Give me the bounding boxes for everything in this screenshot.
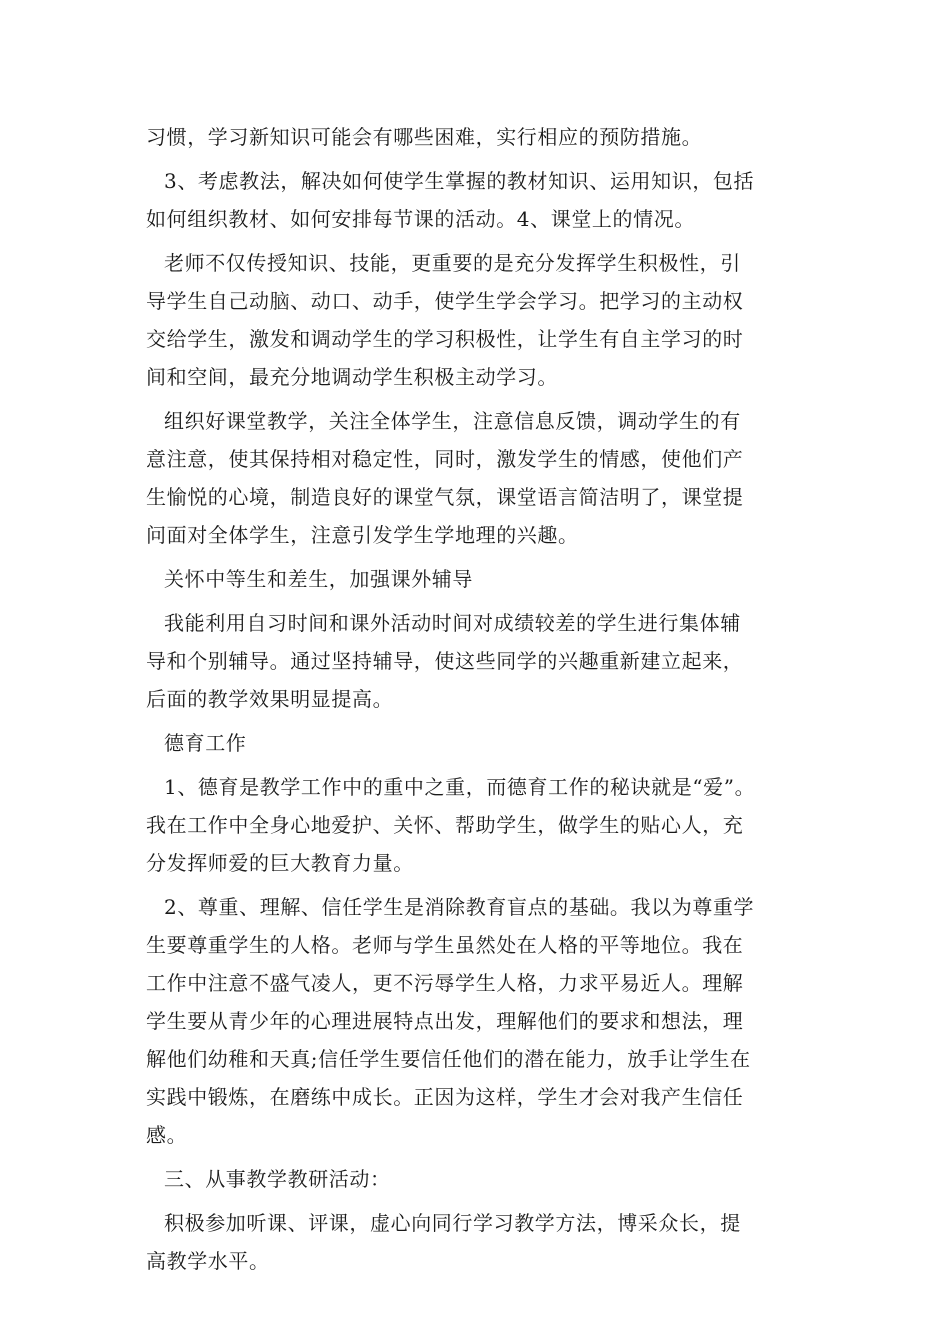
paragraph-classroom-organization [146, 402, 808, 554]
paragraph-tutoring [146, 604, 808, 718]
text-line: 1、德育是教学工作中的重中之重，而德育工作的秘诀就是“爱”。 [164, 775, 756, 799]
text-line: 2、尊重、理解、信任学生是消除教育盲点的基础。我以为尊重学 [164, 895, 755, 919]
text-line: 问面对全体学生，注意引发学生学地理的兴趣。 [146, 523, 579, 547]
paragraph-moral-respect [146, 888, 808, 1154]
text-line: 积极参加听课、评课，虚心向同行学习教学方法，博采众长，提 [164, 1211, 741, 1235]
heading-text: 三、从事教学教研活动： [164, 1167, 391, 1191]
text-line: 如何组织教材、如何安排每节课的活动。4、课堂上的情况。 [146, 207, 695, 231]
paragraph-research [146, 1204, 808, 1280]
section-heading-research [146, 1160, 808, 1198]
text-line: 高教学水平。 [146, 1249, 270, 1273]
heading-text: 关怀中等生和差生，加强课外辅导 [164, 567, 473, 591]
text-line: 意注意，使其保持相对稳定性，同时，激发学生的情感，使他们产 [146, 447, 744, 471]
paragraph-continuation [146, 118, 808, 156]
text-line: 生要尊重学生的人格。老师与学生虽然处在人格的平等地位。我在 [146, 933, 744, 957]
text-line: 分发挥师爱的巨大教育力量。 [146, 851, 414, 875]
text-line: 工作中注意不盛气凌人，更不污辱学生人格，力求平易近人。理解 [146, 971, 744, 995]
text-line: 我能利用自习时间和课外活动时间对成绩较差的学生进行集体辅 [164, 611, 741, 635]
text-line: 组织好课堂教学，关注全体学生，注意信息反馈，调动学生的有 [164, 409, 741, 433]
section-heading-moral-education [146, 724, 808, 762]
text-line: 习惯，学习新知识可能会有哪些困难，实行相应的预防措施。 [146, 125, 703, 149]
text-line: 间和空间，最充分地调动学生积极主动学习。 [146, 365, 558, 389]
text-line: 交给学生，激发和调动学生的学习积极性，让学生有自主学习的时 [146, 327, 744, 351]
text-line: 感。 [146, 1123, 188, 1147]
text-line: 实践中锻炼，在磨练中成长。正因为这样，学生才会对我产生信任 [146, 1085, 744, 1109]
text-line: 导学生自己动脑、动口、动手，使学生学会学习。把学习的主动权 [146, 289, 744, 313]
text-line: 后面的教学效果明显提高。 [146, 687, 394, 711]
text-line: 3、考虑教法，解决如何使学生掌握的教材知识、运用知识，包括 [164, 169, 755, 193]
paragraph-moral-love [146, 768, 808, 882]
section-heading-tutoring [146, 560, 808, 598]
text-line: 解他们幼稚和天真;信任学生要信任他们的潜在能力，放手让学生在 [146, 1047, 751, 1071]
document-page [146, 118, 808, 1286]
text-line: 老师不仅传授知识、技能，更重要的是充分发挥学生积极性，引 [164, 251, 741, 275]
text-line: 生愉悦的心境，制造良好的课堂气氛，课堂语言简洁明了，课堂提 [146, 485, 744, 509]
text-line: 学生要从青少年的心理进展特点出发，理解他们的要求和想法，理 [146, 1009, 744, 1033]
text-line: 导和个别辅导。通过坚持辅导，使这些同学的兴趣重新建立起来， [146, 649, 744, 673]
paragraph-teacher-role [146, 244, 808, 396]
text-line: 我在工作中全身心地爱护、关怀、帮助学生，做学生的贴心人，充 [146, 813, 744, 837]
heading-text: 德育工作 [164, 731, 247, 755]
paragraph-teaching-method [146, 162, 808, 238]
